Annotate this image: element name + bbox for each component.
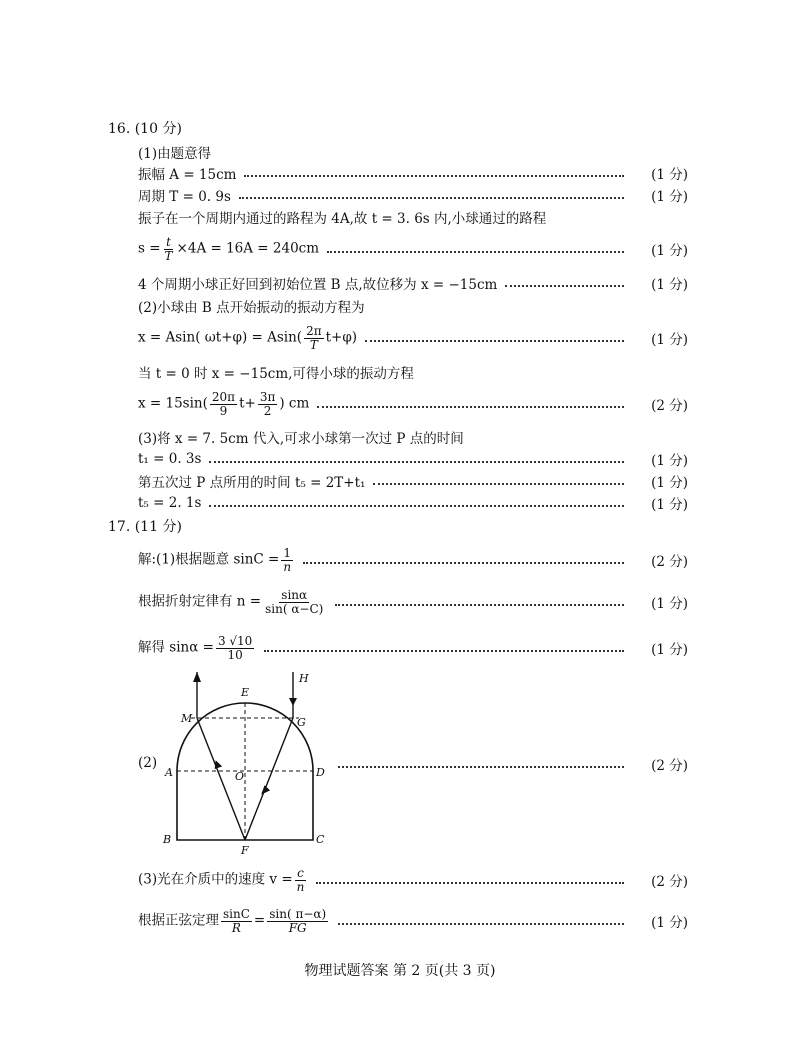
general-equation [138, 325, 357, 351]
specific-equation [138, 391, 309, 417]
fraction-denominator: n [296, 879, 305, 894]
fraction [263, 589, 325, 615]
fraction-denominator: 10 [227, 647, 243, 662]
q17-part2-label: (2) [138, 755, 158, 771]
q17-sin-alpha-line [138, 630, 688, 666]
leader-dots [365, 340, 624, 342]
leader-dots [264, 650, 624, 652]
formula-part: ) cm [279, 395, 310, 412]
score: (1 分) [651, 642, 688, 658]
label-a: A [165, 766, 173, 779]
score: (2 分) [651, 398, 688, 414]
formula-part: x = 15sin( [138, 395, 208, 412]
fraction [216, 635, 254, 661]
q16-t5-line [138, 492, 688, 514]
q16-t5-formula-line [138, 470, 688, 492]
score: (2 分) [651, 758, 688, 774]
q16-condition-text: 当 t = 0 时 x = −15cm,可得小球的振动方程 [138, 366, 414, 382]
label-b: B [163, 833, 172, 846]
fraction-numerator: c [297, 865, 304, 880]
fraction [210, 391, 237, 417]
arrowhead-icon [193, 672, 201, 682]
label-d: D [316, 766, 325, 779]
score: (2 分) [651, 554, 688, 570]
optics-diagram [155, 668, 345, 858]
score: (1 分) [651, 277, 688, 293]
fraction [295, 867, 307, 893]
label-g: G [297, 716, 306, 729]
score: (1 分) [651, 497, 688, 513]
formula-part: 根据折射定律有 n = [138, 593, 262, 610]
formula-part: s = [138, 240, 161, 257]
formula-part: t+φ) [325, 329, 358, 346]
q17-sinC-line [138, 544, 688, 576]
leader-dots [505, 285, 624, 287]
formula-part: t+ [239, 395, 256, 412]
leader-dots [327, 251, 624, 253]
leader-dots [209, 461, 624, 463]
sin-alpha-formula [138, 635, 256, 661]
fraction [281, 547, 293, 573]
q16-displacement-line [138, 272, 688, 294]
leader-dots [244, 175, 624, 177]
fraction-denominator: T [164, 248, 173, 263]
q16-amplitude-line [138, 162, 688, 184]
displacement-text: 4 个周期小球正好回到初始位置 B 点,故位移为 x = −15cm [138, 277, 498, 293]
label-f: F [241, 844, 249, 857]
leader-dots [209, 505, 624, 507]
refraction-formula [138, 589, 327, 615]
q16-part1-intro: (1)由题意得 [138, 146, 212, 162]
sine-law-formula [138, 908, 330, 934]
t1-text: t₁ = 0. 3s [138, 451, 202, 467]
score: (1 分) [651, 596, 688, 612]
formula-part: x = Asin( ωt+φ) = Asin( [138, 329, 303, 346]
score: (1 分) [651, 167, 688, 183]
period-text: 周期 T = 0. 9s [138, 189, 231, 205]
score: (2 分) [651, 874, 688, 890]
distance-formula [138, 236, 319, 262]
leader-dots [338, 766, 624, 768]
fraction-numerator: sinα [281, 587, 308, 602]
label-c: C [316, 833, 325, 846]
q16-distance-line [138, 234, 688, 264]
q16-specific-equation-line [138, 388, 688, 420]
fraction [304, 325, 324, 351]
q16-part3-intro: (3)将 x = 7. 5cm 代入,可求小球第一次过 P 点的时间 [138, 431, 464, 447]
q17-part2-score-line [330, 753, 688, 775]
fraction-denominator: T [309, 337, 318, 352]
fraction-numerator: 20π [211, 389, 236, 404]
fraction [258, 391, 278, 417]
q16-period-line [138, 184, 688, 206]
formula-part: ×4A = 16A = 240cm [176, 240, 320, 257]
fraction-denominator: R [231, 920, 241, 935]
q16-heading: 16. (10 分) [108, 121, 182, 137]
fraction-numerator: sin( π−α) [269, 906, 327, 921]
score: (1 分) [651, 453, 688, 469]
leader-dots [335, 604, 624, 606]
leader-dots [373, 483, 624, 485]
q17-sine-law-line [138, 904, 688, 938]
score: (1 分) [651, 243, 688, 259]
fraction-denominator: sin( α−C) [265, 601, 324, 616]
formula-part: 解得 sinα = [138, 639, 214, 656]
formula-part: 解:(1)根据题意 sinC = [138, 551, 280, 568]
label-m: M [181, 712, 193, 725]
fraction-numerator: sinC [223, 906, 250, 921]
leader-dots [317, 406, 624, 408]
arrowhead-icon [289, 698, 297, 706]
fraction-denominator: 9 [219, 403, 228, 418]
label-e: E [241, 686, 250, 699]
speed-formula [138, 867, 308, 893]
t5-text: t₅ = 2. 1s [138, 495, 202, 511]
refracted-ray-gf [245, 718, 293, 840]
formula-part: (3)光在介质中的速度 v = [138, 871, 293, 888]
fraction-numerator: 1 [283, 545, 292, 560]
fraction-numerator: t [166, 234, 171, 249]
q17-heading: 17. (11 分) [108, 519, 182, 535]
fraction-numerator: 2π [306, 323, 322, 338]
leader-dots [316, 882, 624, 884]
leader-dots [239, 197, 624, 199]
formula-part: 根据正弦定理 [138, 912, 219, 929]
fraction-denominator: n [283, 559, 292, 574]
amplitude-text: 振幅 A = 15cm [138, 167, 237, 183]
label-h: H [299, 672, 309, 685]
fraction-numerator: 3 √10 [217, 633, 253, 648]
page-footer: 物理试题答案 第 2 页(共 3 页) [304, 963, 496, 979]
leader-dots [338, 923, 624, 925]
fraction [221, 908, 252, 934]
q17-refraction-line [138, 586, 688, 618]
fraction-denominator: FG [288, 920, 307, 935]
q16-path-note: 振子在一个周期内通过的路程为 4A,故 t = 3. 6s 内,小球通过的路程 [138, 211, 547, 227]
sinC-formula [138, 547, 295, 573]
q16-general-equation-line [138, 322, 688, 354]
q16-t1-line [138, 448, 688, 470]
leader-dots [303, 562, 624, 564]
t5-formula-text: 第五次过 P 点所用的时间 t₅ = 2T+t₁ [138, 475, 366, 491]
score: (1 分) [651, 332, 688, 348]
fraction [163, 236, 175, 262]
formula-part: = [253, 912, 266, 929]
label-o: O [235, 770, 245, 783]
score: (1 分) [651, 189, 688, 205]
fraction [267, 908, 328, 934]
score: (1 分) [651, 475, 688, 491]
q16-part2-intro: (2)小球由 B 点开始振动的振动方程为 [138, 300, 365, 316]
fraction-denominator: 2 [263, 403, 272, 418]
score: (1 分) [651, 915, 688, 931]
fraction-numerator: 3π [259, 389, 276, 404]
q17-speed-line [138, 864, 688, 896]
